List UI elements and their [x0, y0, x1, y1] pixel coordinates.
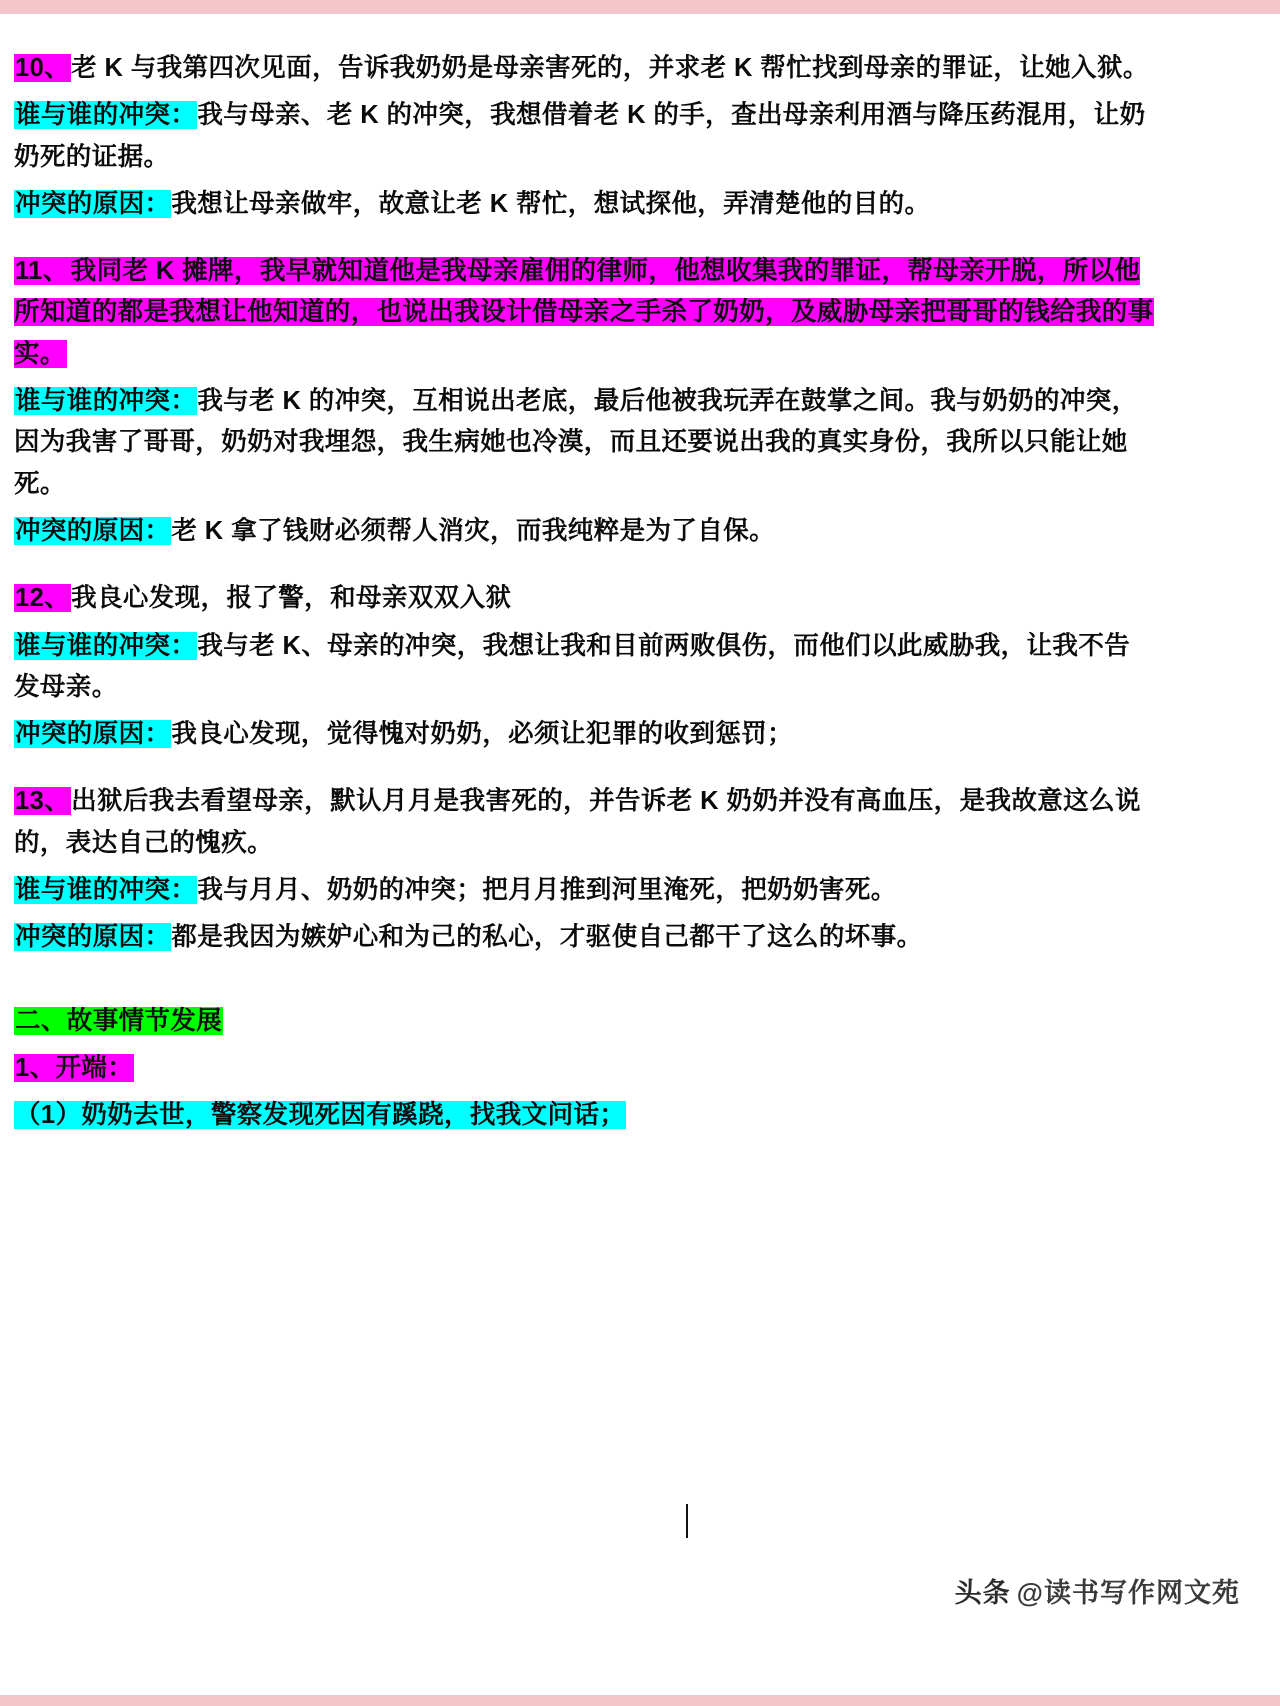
- conflict-text: 我与老 K、母亲的冲突，我想让我和目前两败俱伤，而他们以此威胁我，让我不告发母亲。: [14, 631, 1131, 701]
- heading-text: 我同老 K 摊牌，我早就知道他是我母亲雇佣的律师，他想收集我的罪证，帮母亲开脱，所以他所知道的都是我想让他知道的，也说出我设计借母亲之手杀了奶奶，及威胁母亲把哥哥的钱给我的事实。: [14, 257, 1154, 368]
- conflict-label: 谁与谁的冲突：: [15, 101, 197, 130]
- block-heading: [14, 781, 1154, 864]
- conflict-text: 我与母亲、老 K 的冲突，我想借着老 K 的手，查出母亲利用酒与降压药混用，让奶奶死的证据。: [14, 101, 1146, 171]
- page-top-frame: [0, 0, 1280, 14]
- page-bottom-frame: [0, 1695, 1280, 1706]
- section-subtitle: 1、开端：: [15, 1053, 134, 1082]
- watermark-logo: 头条: [954, 1578, 1011, 1608]
- reason-row: [14, 511, 1154, 552]
- conflict-row: [14, 870, 1154, 911]
- reason-text: 我想让母亲做牢，故意让老 K 帮忙，想试探他，弄清楚他的目的。: [171, 189, 931, 218]
- section-block: [14, 1001, 1154, 1137]
- section-title: 二、故事情节发展: [15, 1006, 223, 1035]
- content-block-11: [14, 251, 1154, 552]
- conflict-text: 我与老 K 的冲突，互相说出老底，最后他被我玩弄在鼓掌之间。我与奶奶的冲突，因为我害了哥哥，奶奶对我埋怨，我生病她也冷漠，而且还要说出我的真实身份，我所以只能让她死。: [14, 387, 1138, 498]
- block-heading: [14, 48, 1154, 89]
- reason-label: 冲突的原因：: [15, 189, 171, 218]
- section-title-row: [14, 1001, 1154, 1042]
- reason-label: 冲突的原因：: [15, 516, 171, 545]
- conflict-label: 谁与谁的冲突：: [15, 876, 197, 905]
- document-page: [0, 14, 1172, 1695]
- watermark-text: @读书写作网文苑: [1016, 1578, 1240, 1608]
- watermark: [955, 1571, 1240, 1610]
- conflict-row: [14, 381, 1154, 505]
- reason-row: [14, 714, 1154, 755]
- reason-text: 都是我因为嫉妒心和为己的私心，才驱使自己都干了这么的坏事。: [171, 923, 923, 952]
- reason-row: [14, 917, 1154, 958]
- block-heading: [14, 578, 1154, 619]
- section-item-row: [14, 1095, 1154, 1136]
- text-cursor: [686, 1504, 688, 1538]
- reason-label: 冲突的原因：: [15, 720, 171, 749]
- heading-text: 出狱后我去看望母亲，默认月月是我害死的，并告诉老 K 奶奶并没有高血压，是我故意这么说的，表达自己的愧疚。: [14, 787, 1141, 857]
- section-subtitle-row: [14, 1048, 1154, 1089]
- reason-row: [14, 184, 1154, 225]
- reason-text: 老 K 拿了钱财必须帮人消灾，而我纯粹是为了自保。: [171, 516, 775, 545]
- conflict-row: [14, 626, 1154, 709]
- heading-number: 10、: [15, 54, 71, 82]
- content-block-10: [14, 48, 1154, 225]
- section-item: （1）奶奶去世，警察发现死因有蹊跷，找我文问话；: [15, 1101, 626, 1130]
- reason-text: 我良心发现，觉得愧对奶奶，必须让犯罪的收到惩罚；: [171, 720, 794, 749]
- content-block-13: [14, 781, 1154, 958]
- heading-number: 13、: [15, 787, 71, 816]
- conflict-row: [14, 95, 1154, 178]
- heading-number: 11、: [15, 257, 69, 286]
- conflict-text: 我与月月、奶奶的冲突；把月月推到河里淹死，把奶奶害死。: [197, 876, 897, 905]
- heading-number: 12、: [15, 584, 71, 613]
- page-right-margin: [1172, 14, 1280, 1695]
- content-block-12: [14, 578, 1154, 755]
- reason-label: 冲突的原因：: [15, 923, 171, 952]
- heading-text: 我良心发现，报了警，和母亲双双入狱: [71, 584, 512, 613]
- block-heading: [14, 251, 1154, 375]
- heading-text: 老 K 与我第四次见面，告诉我奶奶是母亲害死的，并求老 K 帮忙找到母亲的罪证，让她入狱。: [71, 54, 1149, 82]
- conflict-label: 谁与谁的冲突：: [15, 387, 197, 416]
- conflict-label: 谁与谁的冲突：: [15, 631, 197, 660]
